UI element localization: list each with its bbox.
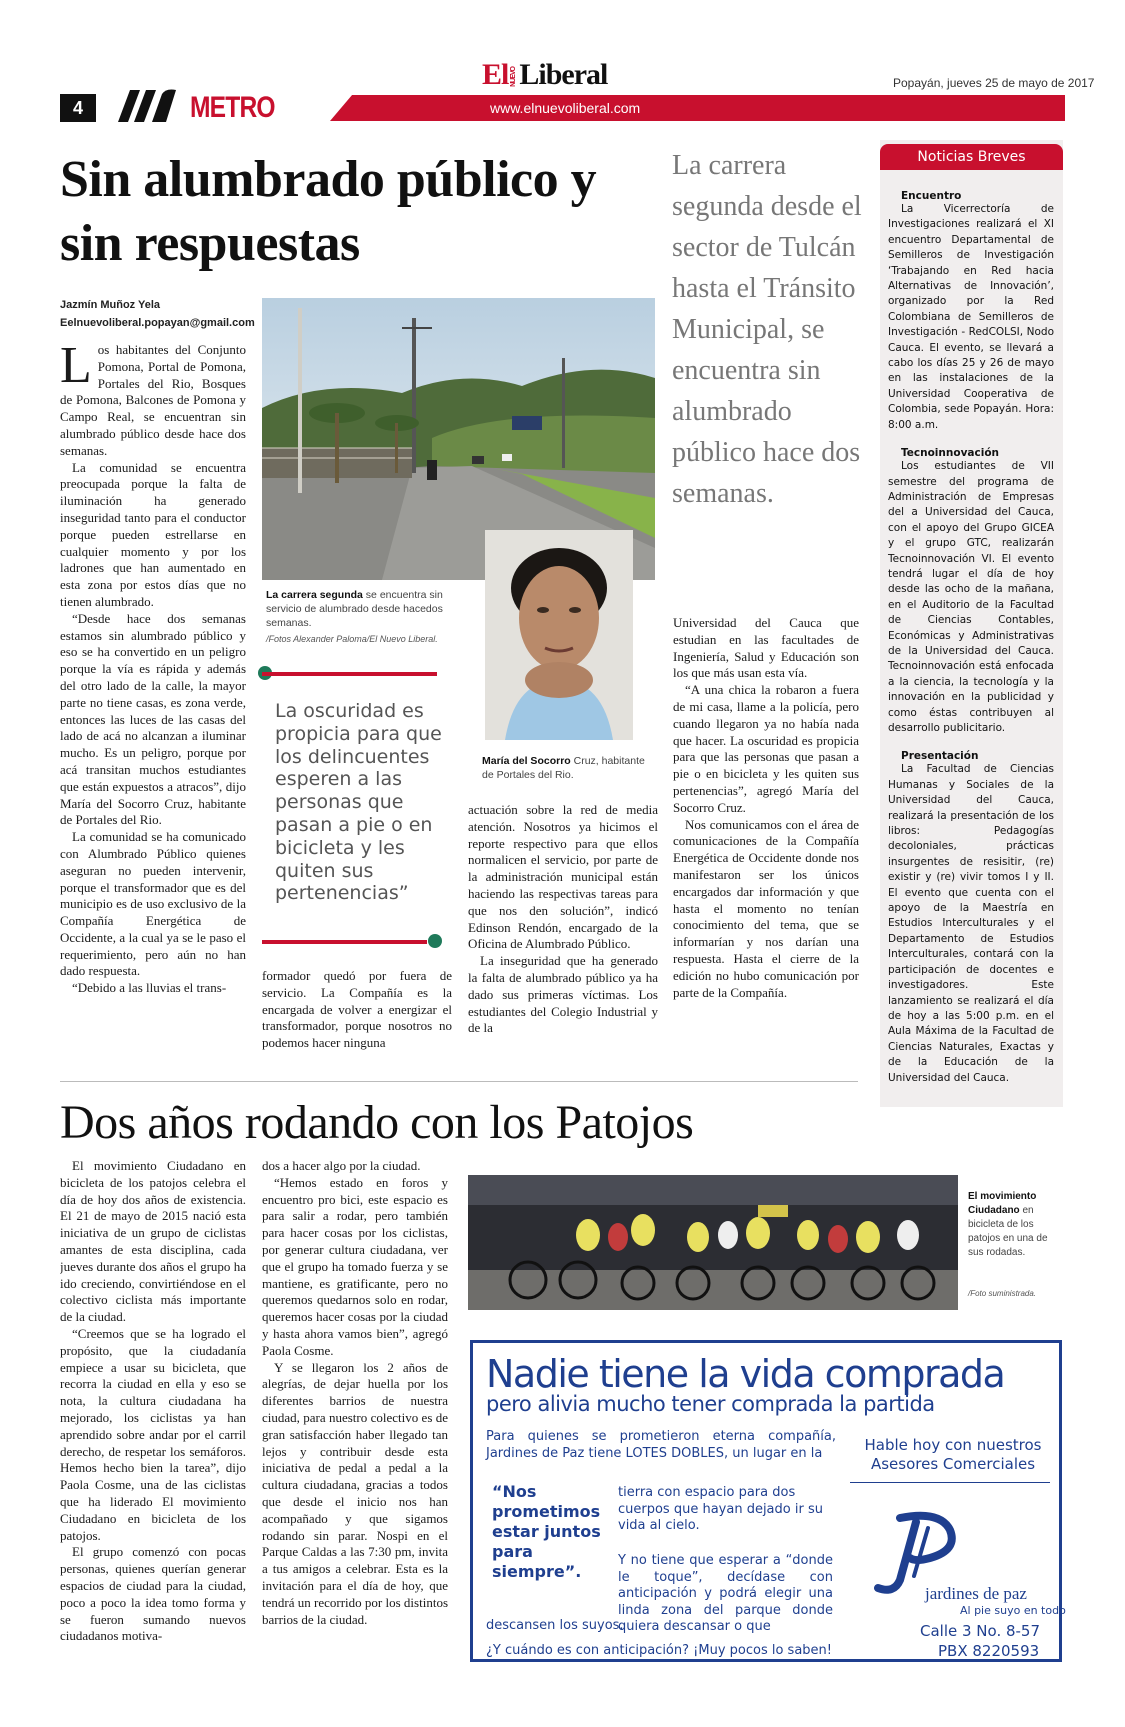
article-paragraph: “A una chica la robaron a fuera de mi casa, llame a la policía, pero cuando llegaron ya no había nada que hacer. La oscuridad es propicia para que las personas que pasan a pie o en bicicleta y les quiten sus pertenencias”, agregó María del Socorro Cruz. [673, 682, 859, 815]
pull-quote-dot [428, 934, 442, 948]
article-paragraph: La comunidad se encuentra preocupada porque la falta de iluminación ha generado inseguridad tanto para el conductor porque pueden estrellarse en cualquier momento y por los ladrones que han aumentado en esta zona por estos días que no tienen alumbrado. [60, 459, 246, 609]
article-column-1 [60, 342, 246, 1052]
article-paragraph: Y se llegaron los 2 años de alegrías, de dejar huella por los diferentes barrios de nuestra ciudad, para nuestro colectivo es de gran satisfacción haber llegado tan lejos y contribuir desde esta iniciativa de pedal a pedal a la cultura ciudadana, gracias a todos que desde el inicio nos han acompañado y que sigamos rodando sin parar. Nospi en el Parque Caldas a las 7:30 pm, invita a tus amigos a celebrar. Esta es la invitación para el día de hoy, que tendrá un recorrido por los distintos barrios de la ciudad. [262, 1359, 448, 1627]
article-column-3 [468, 802, 658, 1058]
brief-heading: Encuentro [901, 190, 962, 202]
drop-cap: L [60, 342, 92, 394]
article-paragraph: “Debido a las lluvias el trans- [72, 980, 227, 996]
cyclists-photo [468, 1175, 958, 1310]
author-email[interactable]: Eelnuevoliberal.popayan@gmail.com [60, 317, 255, 329]
ad-body-text: descansen los suyos. [486, 1618, 624, 1633]
ad-call-to-action: Hable hoy con nuestros Asesores Comerciales [864, 1436, 1042, 1473]
ad-quote: “Nos prometimos estar juntos para siempre”. [492, 1482, 601, 1581]
brief-heading: Tecnoinnovación [901, 447, 1000, 460]
newspaper-logo [482, 58, 607, 92]
logo-liberal: Liberal [519, 58, 608, 91]
article-paragraph: El grupo comenzó con pocas personas, quienes querían generar espacios de ciudad para la ciudad, poco a poco la idea tomo forma y se fueron sumando nuevos ciudadanos motiva- [60, 1544, 246, 1644]
ad-footer: ¿Y cuándo es con anticipación? ¡Muy pocos lo saben! [486, 1643, 832, 1658]
ad-phone[interactable]: PBX 8220593 [938, 1642, 1040, 1660]
ad-body-text: Para quienes se prometieron eterna compañía, Jardines de Paz tiene LOTES DOBLES, un lugar en la [486, 1429, 836, 1461]
pull-quote-rule [262, 940, 427, 944]
photo-credit: /Fotos Alexander Paloma/El Nuevo Liberal. [266, 634, 438, 644]
ad-body-text: tierra con espacio para dos cuerpos que hayan dejado ir su vida al cielo. [618, 1485, 823, 1533]
article-paragraph: “Desde hace dos semanas estamos sin alumbrado público y eso se ha convertido en un peligro porque la vía es rápida y además del otro lado de la calle, la mayor parte no tiene casas, es zona verde, entonces las luces de las casas del lado de acá no alcanzan a iluminar mucho. Es un peligro, porque por acá transitan muchos estudiantes que están expuestos a atracos”, dijo María del Socorro Cruz, habitante de Portales del Rio. [60, 610, 246, 828]
ad-body-text: Y no tiene que esperar a “donde le toque”, decídase con anticipación y podrá elegir una linda zona del parque donde quiera descansar o que [618, 1553, 833, 1634]
section-name: METRO [190, 91, 275, 124]
article-paragraph: El movimiento Ciudadano en bicicleta de los patojos celebra el día de hoy dos años de existencia. El 21 de mayo de 2015 nació esta iniciativa de un grupo de ciclistas amantes de esta disciplina, cada jueves durante dos años el grupo ha ido creciendo, convirtiéndose en el colectivo ciclista más importante de la ciudad. [60, 1158, 246, 1325]
brief-heading: Presentación [901, 750, 979, 763]
brief-body: La Facultad de Ciencias Humanas y Sociales de la Universidad del Cauca, realizará la presentación de los libros: Pedagogías decoloniales, prácticas insurgentes de resisitir, (re) existir y (re) vivir tomos I y II. El evento que cuenta con el apoyo de la Maestría en Estudios Interculturales y el Departamento de Estudios Interculturales, contará con la participación de docentes e investigadores. Este lanzamiento se realizará el día de hoy a las 5:00 p.m. en el Aula Máxima de la Facultad de Ciencias Naturales, Exactas y de la Educación de la Universidad del Cauca. [888, 763, 1054, 1084]
article2-column-2 [262, 1158, 448, 1663]
section-divider [60, 1081, 858, 1082]
article-paragraph: Los habitantes del Conjunto Pomona, Portal de Pomona, Portales del Rio, Bosques de Pomona, Balcones de Pomona y Campo Real, se encuentran sin alumbrado público desde hace dos semanas. [60, 342, 246, 458]
article-paragraph: formador quedó por fuera de servicio. La Compañía es la encargada de volver a energizar el transformador, porque nosotros no podemos hacer ninguna [262, 968, 452, 1051]
pull-quote: La oscuridad es propicia para que los delincuentes esperen a las personas que pasan a pie o en bicicleta y les quiten sus pertenencias” [275, 700, 442, 905]
ad-slogan: Al pie suyo en todo [960, 1604, 1066, 1617]
article-paragraph: La inseguridad que ha generado la falta de alumbrado público ya ha dado sus primeras víctimas. Los estudiantes del Colegio Industrial y de la [468, 953, 658, 1036]
logo-el: El [482, 58, 509, 91]
highlight-quote: La carrera segunda desde el sector de Tulcán hasta el Tránsito Municipal, se encuentra sin alumbrado público hace dos semanas. [672, 150, 862, 509]
article-column-4 [673, 615, 859, 1058]
article-paragraph: Universidad del Cauca que estudian en las facultades de Ingeniería, Salud y Educación son los que más usan esta vía. [673, 615, 859, 681]
article-paragraph: dos a hacer algo por la ciudad. [262, 1158, 421, 1173]
news-briefs-content [888, 190, 1054, 1100]
ad-divider [850, 1482, 1050, 1483]
issue-date: Popayán, jueves 25 de mayo de 2017 [893, 76, 1095, 90]
news-briefs-title: Noticias Breves [880, 144, 1063, 170]
article-paragraph: “Creemos que se ha logrado el propósito, que la ciudadanía empiece a usar su bicicleta, que recorra la ciudad en ella y eso se nota, la cultura ciudadana ha mejorado, los ciclistas ya han aprendido sobre andar por el carril derecho, de respetar los semáforos. Hemos hecho bien la tarea”, dijo Paola Cosme, una de las ciclistas que ha liderado El movimiento Ciudadano en bicicleta de los patojos. [60, 1325, 246, 1543]
brief-body: Los estudiantes de VII semestre del programa de Administración de Empresas del a Universidad del Cauca, con el apoyo del Grupo GICEA y el grupo GTC, realizarán Tecnoinnovación VI. El evento tendrá lugar el día de hoy desde las ocho de la mañana, en el Auditorio de la Facultad de Ciencias Contables, Económicas y Administrativas de la Universidad del Cauca. Tecnoinnovación está enfocada a la ciencia, la tecnología y la innovación en la publicidad y como éstas contribuyen al desarrollo publicitario. [888, 460, 1054, 734]
ad-subheadline: pero alivia mucho tener comprada la partida [486, 1392, 935, 1416]
article-paragraph: “Hemos estado en foros y encuentro pro bici, este espacio es para salir a rodar, pero también para hacer cosas por los ciclistas, por generar cultura ciudadana, ver que el grupo ha tomado fuerza y se mantiene, es gratificante, pero no queremos quedarnos solo en rodar, queremos hacer cosas por la ciudad y hasta ahora vamos bien”, agregó Paola Cosme. [262, 1174, 448, 1358]
ad-address: Calle 3 No. 8-57 [920, 1622, 1041, 1640]
brief-body: La Vicerrectoría de Investigaciones realizará el XI encuentro Departamental de Semilleros de Investigación ‘Trabajando en Red hacia Alternativas de Innovación’, organizado por la Red Colombiana de Semilleros de Investigación - RedCOLSI, Nodo Cauca. El evento, se llevará a cabo los días 25 y 26 de mayo en las instalaciones de la Universidad Cooperativa de Colombia, sede Popayán. Hora: 8:00 a.m. [888, 203, 1054, 431]
header-red-bar [330, 95, 1065, 121]
section-decoration [100, 88, 180, 129]
author-name: Jazmín Muñoz Yela [60, 299, 161, 311]
article-column-2 [262, 968, 452, 1058]
portrait-photo [485, 530, 633, 740]
site-url[interactable]: www.elnuevoliberal.com [490, 100, 641, 116]
portrait-caption: María del Socorro Cruz, habitante de Portales del Rio. [482, 755, 645, 781]
article-headline-2: Dos años rodando con los Patojos [60, 1096, 694, 1149]
cyclists-caption: El movimiento Ciudadano en bicicleta de los patojos en una de sus rodadas. [968, 1191, 1048, 1258]
ad-brand: jardines de paz [925, 1584, 1027, 1603]
article-headline: Sin alumbrado público y sin respuestas [60, 151, 597, 272]
pull-quote-rule [262, 672, 437, 676]
page-number: 4 [60, 94, 96, 122]
article2-column-1 [60, 1158, 246, 1663]
logo-nuevo: NUEVO [510, 67, 518, 88]
photo-caption: La carrera segunda se encuentra sin servicio de alumbrado desde hacedos semanas. [266, 589, 443, 629]
photo-credit: /Foto suministrada. [968, 1289, 1037, 1298]
article-paragraph: Nos comunicamos con el área de comunicaciones de la Compañía Energética de Occidente donde nos manifestaron ser los únicos encargados dar información y que hasta el momento no tenían conocimiento del tema, que se informarían y nos darían una respuesta. Hasta el cierre de la edición no hubo comunicación por parte de la Compañía. [673, 816, 859, 1000]
article-paragraph: La comunidad se ha comunicado con Alumbrado Público quienes aseguran no pueden intervenir, porque el transformador que es del municipio es de uso exclusivo de la Compañía Energética de Occidente, a la cual ya se le paso el requerimiento, pero aún no han dado respuesta. [60, 829, 246, 979]
ad-headline: Nadie tiene la vida comprada [486, 1352, 1005, 1396]
article-paragraph: actuación sobre la red de media atención. Nosotros ya hicimos el reporte respectivo para que ellos normalicen el servicio, por parte de la administración municipal están haciendo las respectivas tareas para que nos den solución”, indicó Edinson Rendón, encargado de la Oficina de Alumbrado Público. [468, 802, 658, 952]
